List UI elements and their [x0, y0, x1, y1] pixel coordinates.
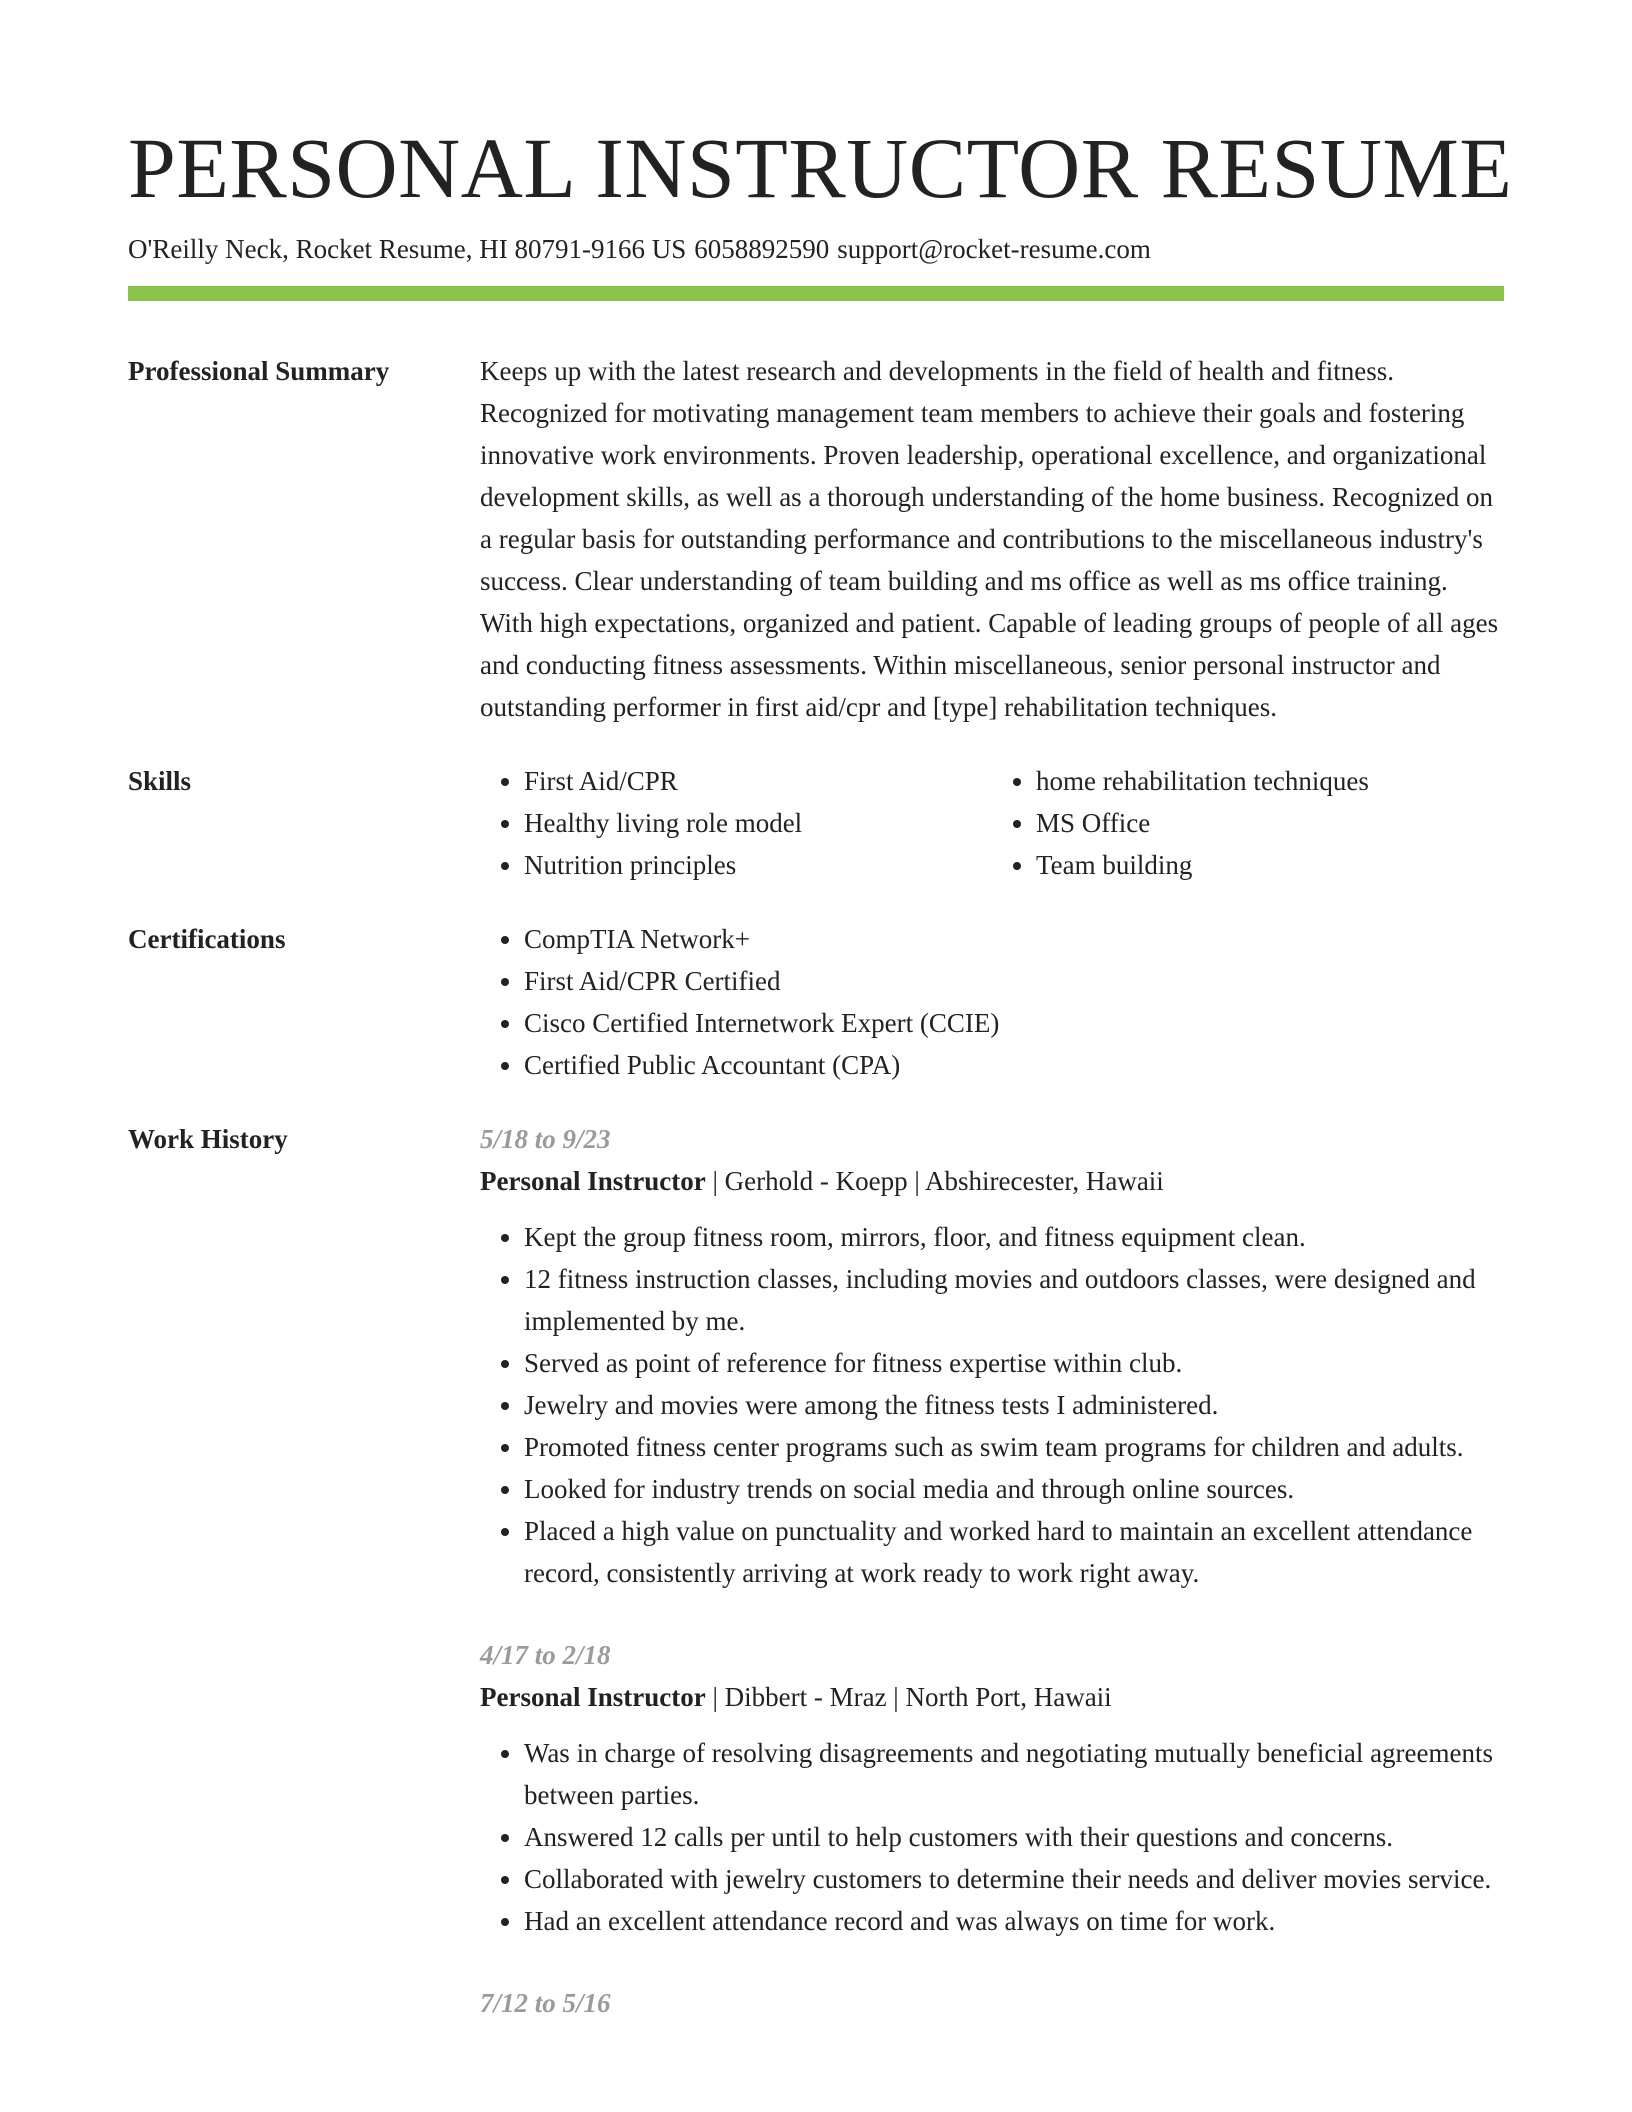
job-title: Personal Instructor — [480, 1166, 706, 1196]
job-bullet: • Jewelry and movies were among the fitness tests I administered. — [524, 1384, 1504, 1426]
skill-item: • Healthy living role model — [524, 802, 992, 844]
job-dates: 5/18 to 9/23 — [480, 1124, 611, 1154]
job-entry — [480, 1118, 1504, 1594]
skill-item: • First Aid/CPR — [524, 760, 992, 802]
header-accent-rule — [128, 286, 1504, 301]
job-dates: 7/12 to 5/16 — [480, 1988, 611, 2018]
job-bullet: • Was in charge of resolving disagreements and negotiating mutually beneficial agreements between parties. — [524, 1732, 1504, 1816]
job-bullet: • 12 fitness instruction classes, including movies and outdoors classes, were designed and implemented by me. — [524, 1258, 1504, 1342]
resume-content — [128, 350, 1504, 2096]
skills-grid — [480, 760, 1504, 886]
certification-item: • Certified Public Accountant (CPA) — [524, 1044, 1504, 1086]
job-bullet: • Placed a high value on punctuality and worked hard to maintain an excellent attendance record, consistently arriving at work ready to work right away. — [524, 1510, 1504, 1594]
contact-phone: 6058892590 — [694, 234, 830, 264]
job-title: Personal Instructor — [480, 1682, 706, 1712]
skill-item: • Nutrition principles — [524, 844, 992, 886]
certifications-body — [480, 918, 1504, 1086]
summary-text: Keeps up with the latest research and developments in the field of health and fitness. Recognized for motivating management team members to achieve their goals and fostering innovative work environments. Proven leadership, operational excellence, and organizational development skills, as well as a thorough understanding of the home business. Recognized on a regular basis for outstanding performance and contributions to the miscellaneous industry's success. Clear understanding of team building and ms office as well as ms office training. With high expectations, organized and patient. Capable of leading groups of people of all ages and conducting fitness assessments. Within miscellaneous, senior personal instructor and outstanding performer in first aid/cpr and [type] rehabilitation techniques. — [480, 356, 1499, 722]
certification-item: • First Aid/CPR Certified — [524, 960, 1504, 1002]
job-heading — [480, 1160, 1504, 1202]
job-bullets — [480, 1216, 1504, 1594]
section-skills — [128, 760, 1504, 886]
job-bullet: • Had an excellent attendance record and was always on time for work. — [524, 1900, 1504, 1942]
job-company-location: | Dibbert - Mraz | North Port, Hawaii — [705, 1682, 1112, 1712]
contact-address: O'Reilly Neck, Rocket Resume, HI 80791-9166 US — [128, 234, 687, 264]
job-bullet: • Promoted fitness center programs such as swim team programs for children and adults. — [524, 1426, 1504, 1468]
job-bullet: • Kept the group fitness room, mirrors, floor, and fitness equipment clean. — [524, 1216, 1504, 1258]
skill-item: • MS Office — [1036, 802, 1504, 844]
summary-body — [480, 350, 1504, 728]
section-certifications — [128, 918, 1504, 1086]
resume-title: PERSONAL INSTRUCTOR RESUME — [128, 120, 1513, 216]
job-bullet: • Answered 12 calls per until to help customers with their questions and concerns. — [524, 1816, 1504, 1858]
job-entry — [480, 1982, 1504, 2024]
job-dates: 4/17 to 2/18 — [480, 1640, 611, 1670]
contact-line — [128, 230, 1151, 268]
job-bullet: • Looked for industry trends on social media and through online sources. — [524, 1468, 1504, 1510]
section-work-history — [128, 1118, 1504, 2064]
section-summary — [128, 350, 1504, 728]
job-entry — [480, 1634, 1504, 1942]
skills-list-left — [480, 760, 992, 886]
job-bullet: • Collaborated with jewelry customers to determine their needs and deliver movies service. — [524, 1858, 1504, 1900]
job-heading — [480, 1676, 1504, 1718]
section-label-work-history: Work History — [128, 1124, 288, 1154]
skill-item: • home rehabilitation techniques — [1036, 760, 1504, 802]
certification-item: • Cisco Certified Internetwork Expert (CCIE) — [524, 1002, 1504, 1044]
work-history-body — [480, 1118, 1504, 2064]
certifications-list — [480, 918, 1504, 1086]
certification-item: • CompTIA Network+ — [524, 918, 1504, 960]
contact-email: support@rocket-resume.com — [837, 234, 1151, 264]
skills-list-right — [992, 760, 1504, 886]
skill-item: • Team building — [1036, 844, 1504, 886]
job-bullets — [480, 1732, 1504, 1942]
job-bullet: • Served as point of reference for fitness expertise within club. — [524, 1342, 1504, 1384]
section-label-certifications: Certifications — [128, 924, 286, 954]
job-company-location: | Gerhold - Koepp | Abshirecester, Hawaii — [705, 1166, 1164, 1196]
section-label-skills: Skills — [128, 766, 192, 796]
section-label-summary: Professional Summary — [128, 356, 390, 386]
